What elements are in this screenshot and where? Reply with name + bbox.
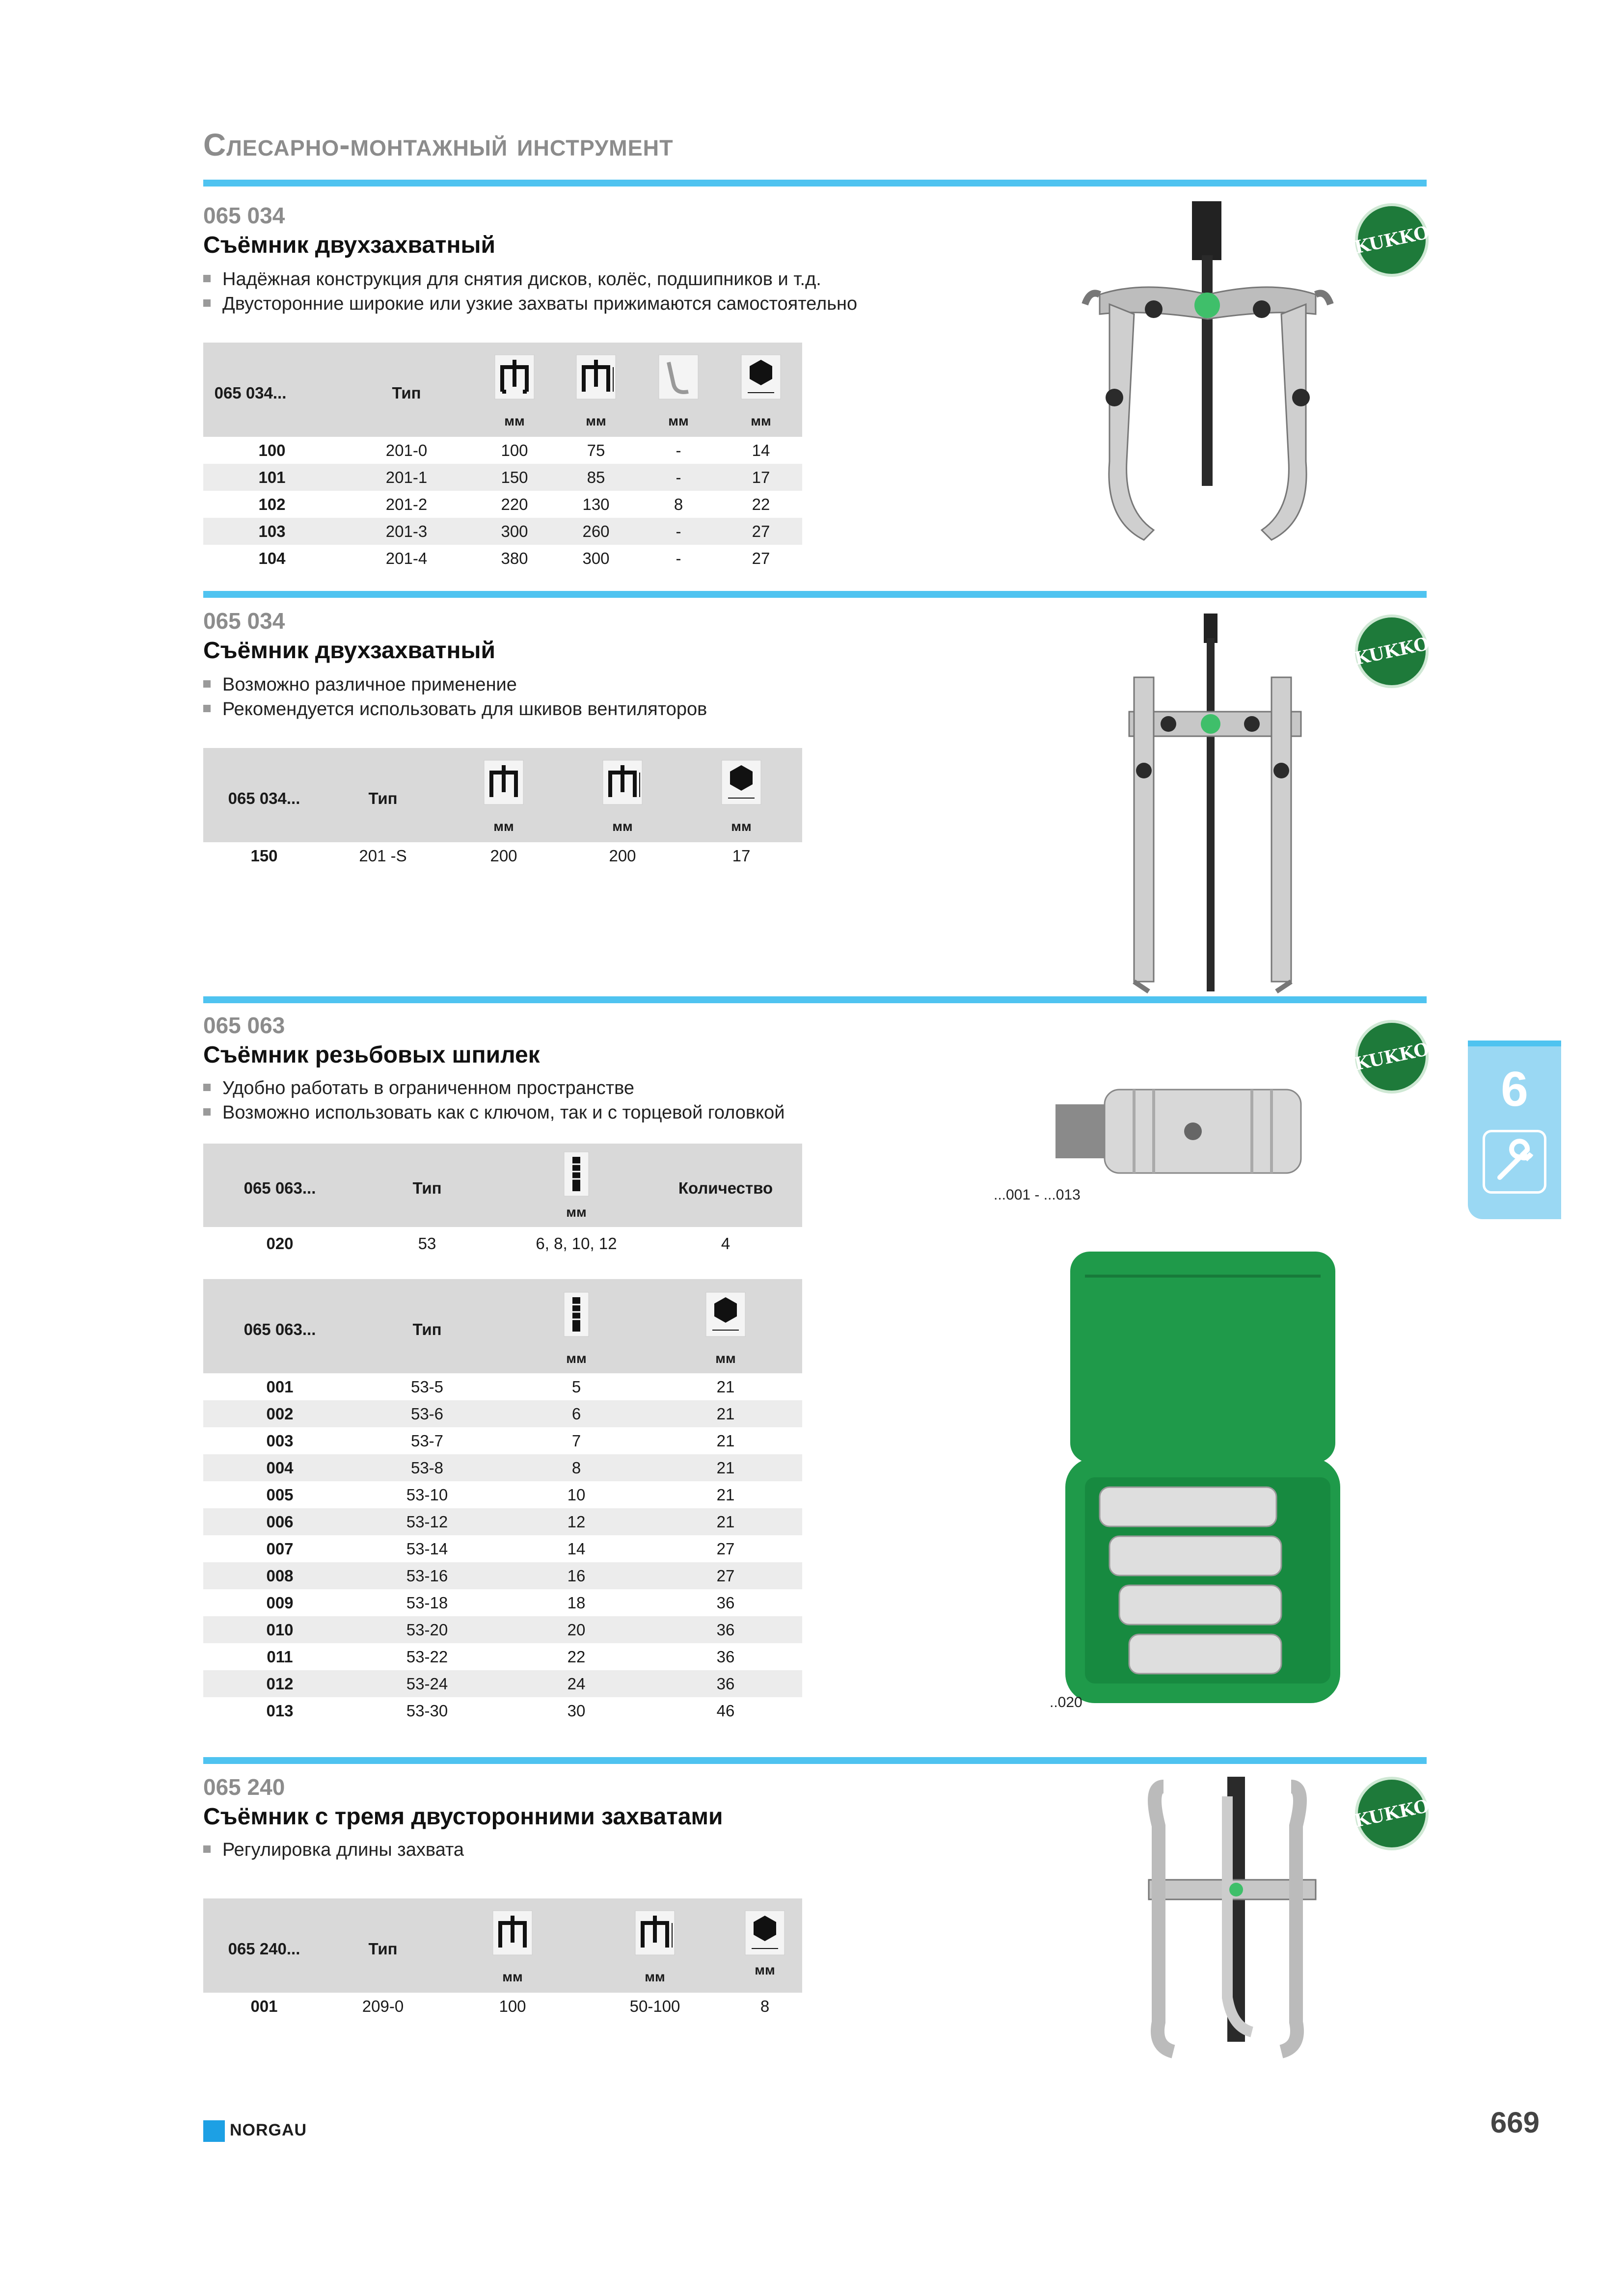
section-code: 065 034	[203, 203, 285, 228]
section-code: 065 034	[203, 608, 285, 634]
chapter-number: 6	[1501, 1062, 1528, 1117]
brand-square	[203, 2120, 225, 2142]
col-quantity: Количество	[678, 1179, 773, 1197]
section-code: 065 063	[203, 1013, 285, 1038]
hex-wrench-icon	[719, 758, 763, 811]
table-header: 065 063... Тип мм мм	[203, 1279, 802, 1373]
spec-table	[203, 1279, 802, 1724]
table-row: 102 201-2 220 130 8 22	[258, 495, 770, 513]
two-jaw-puller-image	[1070, 196, 1345, 560]
col-code: 065 240...	[228, 1940, 300, 1958]
bullet-list	[203, 267, 857, 316]
section-rule	[203, 1757, 1427, 1764]
stud-thread-icon	[562, 1290, 591, 1343]
section-rule	[203, 591, 1427, 598]
table-row: 103 201-3 300 260 - 27	[203, 518, 802, 545]
table-header: 065 063... Тип Количество мм	[203, 1144, 802, 1227]
table-header: 065 034... Тип мм мм мм мм	[203, 343, 802, 437]
table-row: 104 201-4 380 300 - 27	[258, 549, 770, 567]
bullet-item: Регулировка длины захвата	[203, 1838, 464, 1862]
three-jaw-puller-image	[1129, 1767, 1335, 2061]
table-body	[203, 1373, 802, 1724]
brand-logo: NORGAU	[203, 2120, 307, 2142]
table-row: 005 53-10 10 21	[266, 1486, 735, 1504]
kukko-logo: KUKKO	[1355, 203, 1429, 277]
table-row: 020 53 6, 8, 10, 12 4	[266, 1234, 730, 1253]
spec-table	[203, 748, 802, 869]
section-title: Съёмник с тремя двусторонними захватами	[203, 1804, 723, 1830]
two-jaw-long-puller-image	[1105, 609, 1321, 1001]
kukko-logo: KUKKO	[1355, 1020, 1429, 1094]
hex-wrench-icon	[703, 1290, 748, 1343]
page-number: 669	[1490, 2106, 1540, 2139]
table-row: 006 53-12 12 21	[203, 1508, 802, 1535]
table-header: 065 034... Тип мм мм мм	[203, 748, 802, 842]
section-title: Съёмник резьбовых шпилек	[203, 1042, 540, 1068]
jaw-icon	[656, 352, 701, 405]
col-type: Тип	[412, 1179, 442, 1197]
set-caption: ..020	[1050, 1694, 1082, 1710]
page-title: Слесарно-монтажный инструмент	[203, 127, 674, 162]
stud-extractor-set-case-image	[1055, 1247, 1350, 1713]
hex-wrench-icon	[739, 352, 783, 405]
table-row: 101 201-1 150 85 - 17	[203, 464, 802, 491]
table-row: 009 53-18 18 36	[266, 1594, 735, 1612]
stud-extractor-image	[1046, 1070, 1321, 1193]
col-code: 065 034...	[228, 789, 300, 807]
section-rule	[203, 180, 1427, 187]
bullet-list	[203, 1076, 785, 1125]
table-header: 065 240... Тип мм мм мм	[203, 1898, 802, 1993]
table-row: 001 53-5 5 21	[266, 1378, 735, 1396]
table-row: 007 53-14 14 27	[266, 1540, 735, 1558]
section-title: Съёмник двухзахватный	[203, 232, 496, 258]
puller-span-icon	[482, 758, 526, 811]
col-type: Тип	[368, 1940, 398, 1958]
puller-span-icon	[492, 352, 537, 405]
bullet-item: Удобно работать в ограниченном пространстве	[203, 1076, 785, 1100]
col-code: 065 034...	[214, 384, 287, 402]
puller-depth-icon	[600, 758, 645, 811]
table-row: 150 201 -S 200 200 17	[250, 847, 751, 865]
hex-wrench-icon	[743, 1908, 787, 1961]
table-row: 001 209-0 100 50-100 8	[250, 1997, 770, 2015]
wrench-icon	[1483, 1130, 1546, 1194]
col-code: 065 063...	[243, 1320, 316, 1338]
table-row: 011 53-22 22 36	[267, 1648, 735, 1666]
table-row: 002 53-6 6 21	[203, 1400, 802, 1427]
stud-thread-icon	[562, 1149, 591, 1202]
stud-range-caption: ...001 - ...013	[994, 1187, 1081, 1203]
bullet-item: Возможно различное применение	[203, 672, 707, 697]
col-type: Тип	[368, 789, 398, 807]
table-row: 003 53-7 7 21	[266, 1432, 735, 1450]
table-row: 013 53-30 30 46	[266, 1702, 735, 1720]
col-code: 065 063...	[243, 1179, 316, 1197]
bullet-list	[203, 1838, 464, 1862]
puller-depth-icon	[574, 352, 618, 405]
spec-table	[203, 1898, 802, 2020]
chapter-tab[interactable]	[1468, 1041, 1561, 1219]
table-row: 012 53-24 24 36	[203, 1670, 802, 1697]
table-row: 010 53-20 20 36	[203, 1616, 802, 1643]
spec-table	[203, 343, 802, 572]
bullet-item: Возможно использовать как с ключом, так и с торцевой головкой	[203, 1100, 785, 1125]
table-row: 100 201-0 100 75 - 14	[258, 441, 770, 459]
puller-depth-icon	[633, 1908, 677, 1961]
section-code: 065 240	[203, 1774, 285, 1800]
section-rule	[203, 996, 1427, 1003]
bullet-item: Надёжная конструкция для снятия дисков, колёс, подшипников и т.д.	[203, 267, 857, 292]
section-title: Съёмник двухзахватный	[203, 638, 496, 664]
kukko-logo: KUKKO	[1355, 1777, 1429, 1850]
table-row: 004 53-8 8 21	[203, 1454, 802, 1481]
bullet-item: Двусторонние широкие или узкие захваты прижимаются самостоятельно	[203, 292, 857, 316]
col-type: Тип	[412, 1320, 442, 1338]
col-type: Тип	[392, 384, 421, 402]
kukko-logo: KUKKO	[1355, 614, 1429, 688]
bullet-item: Рекомендуется использовать для шкивов вентиляторов	[203, 697, 707, 721]
bullet-list	[203, 672, 707, 721]
puller-span-icon	[490, 1908, 535, 1961]
table-row: 008 53-16 16 27	[203, 1562, 802, 1589]
set-table	[203, 1144, 802, 1257]
